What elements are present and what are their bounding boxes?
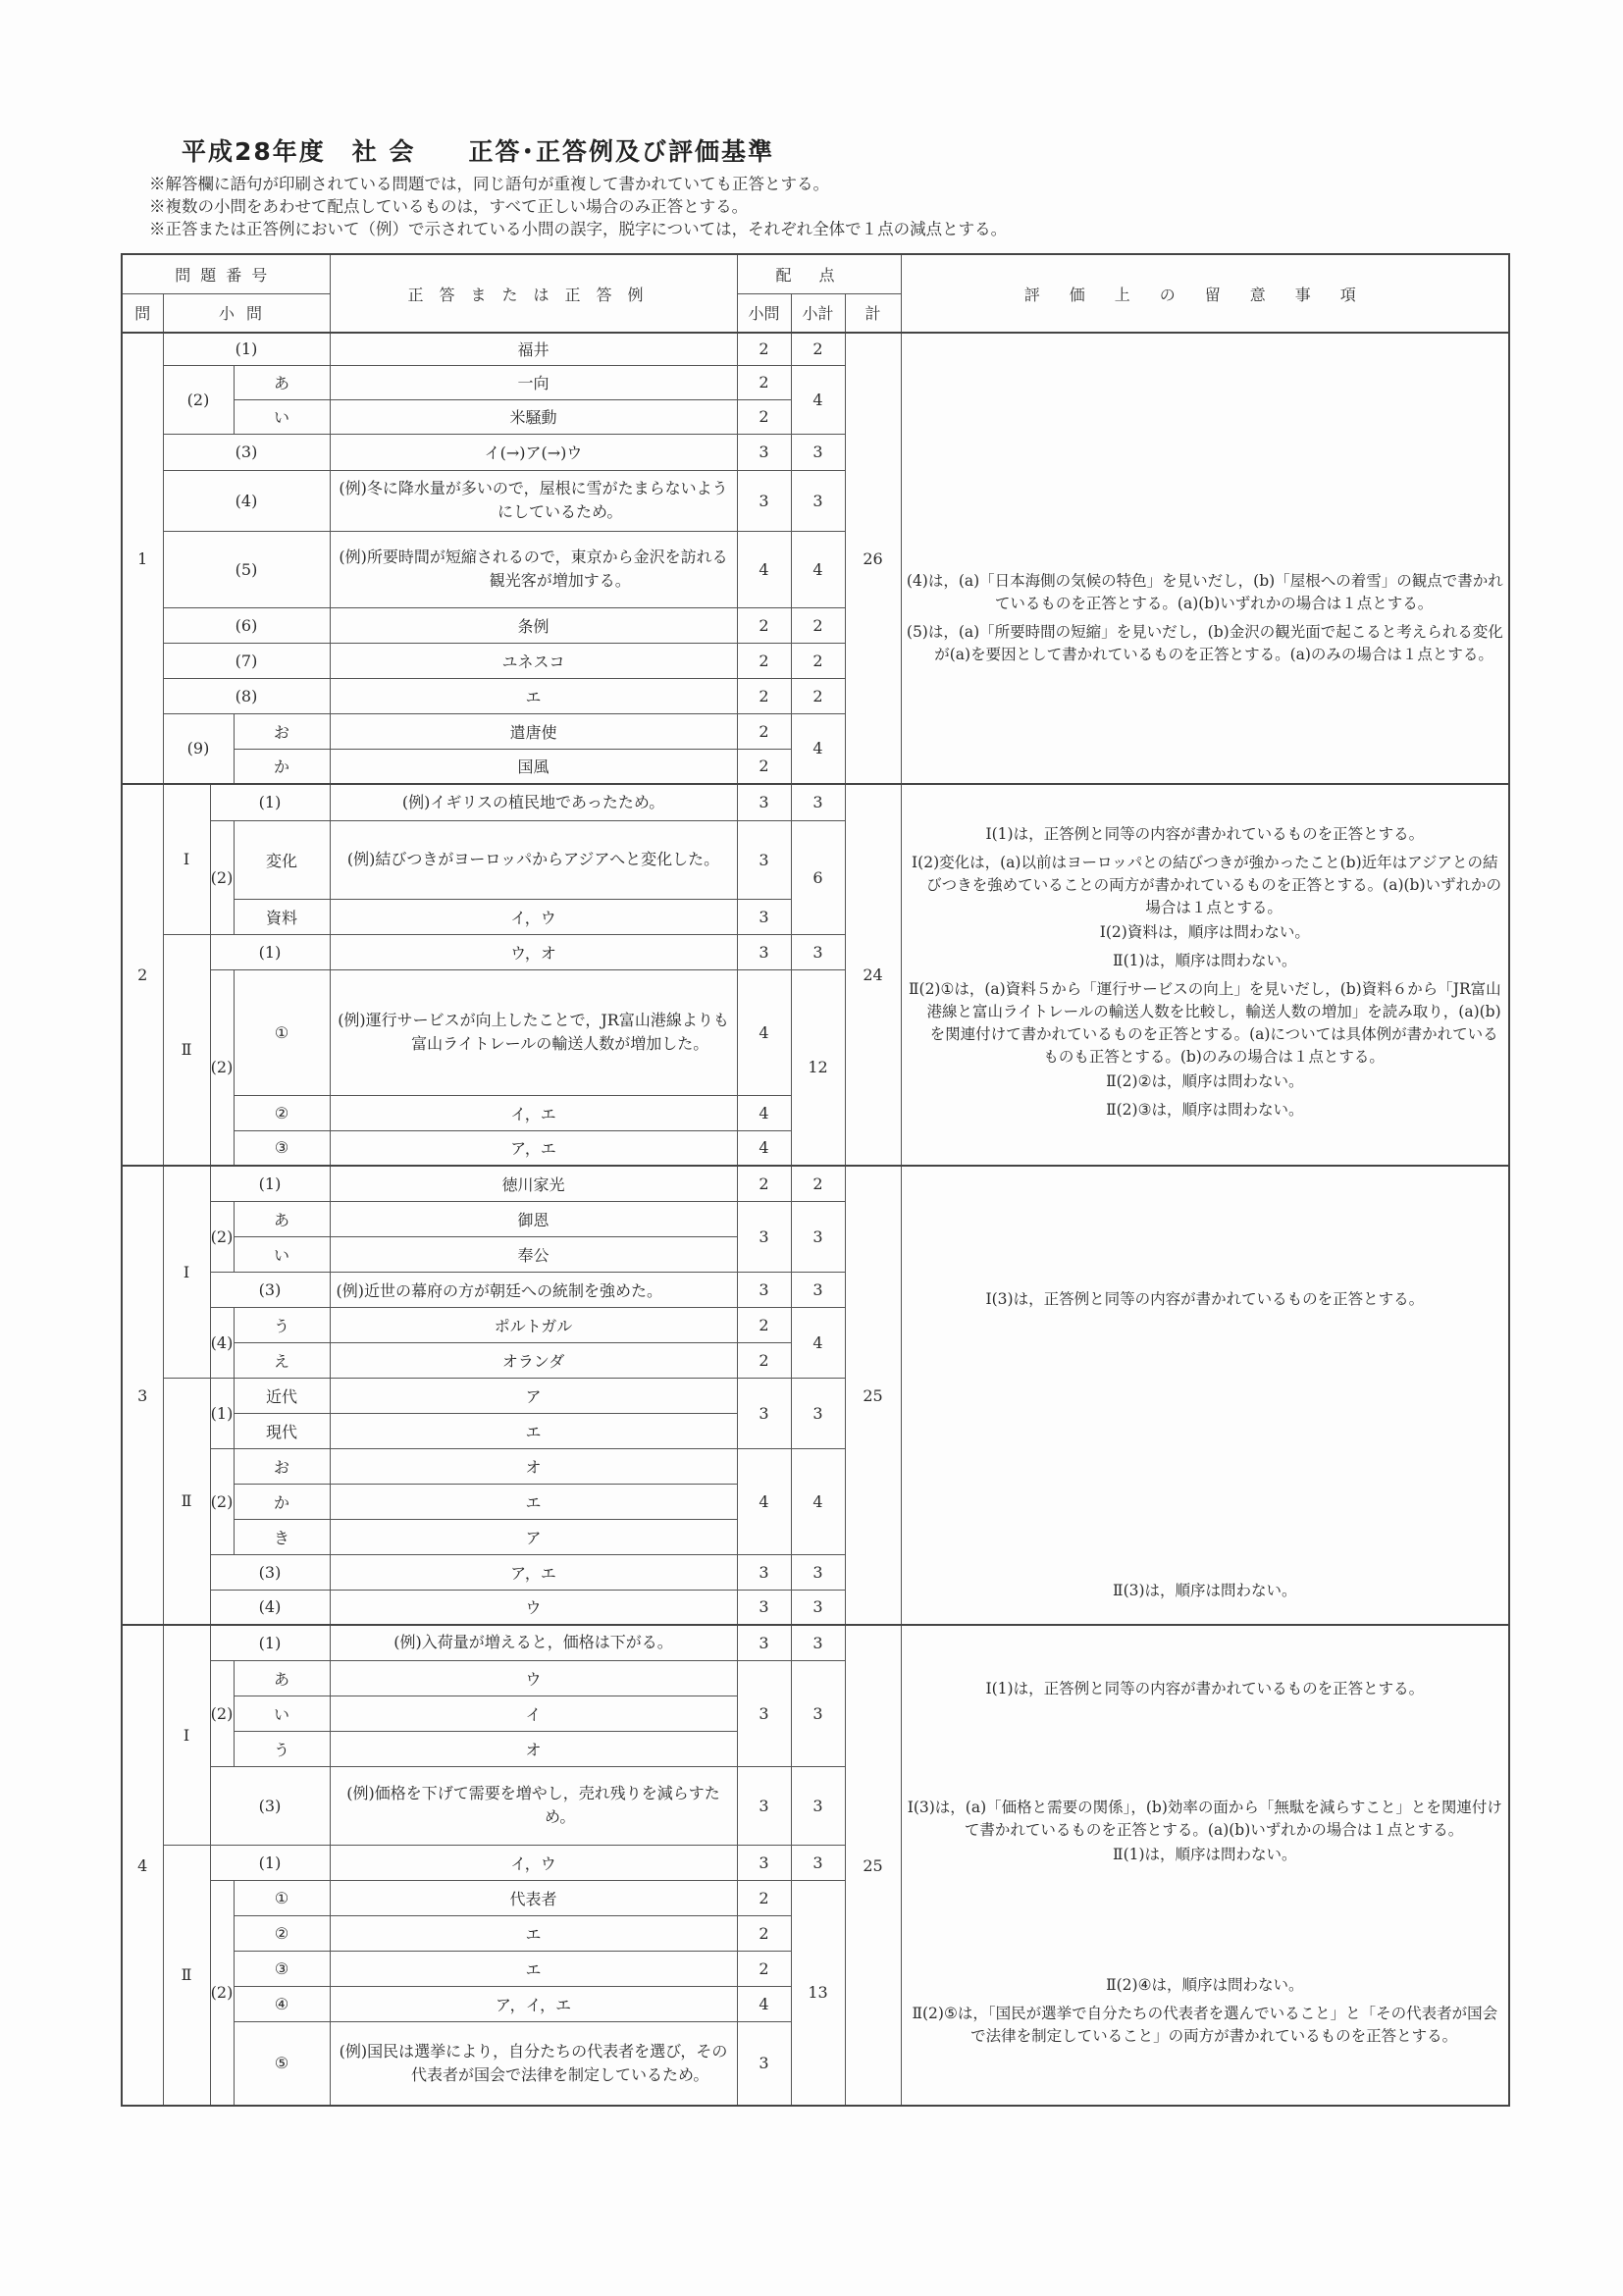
answer: (例)国民は選挙により，自分たちの代表者を選び，その代表者が国会で法律を制定しているため。: [330, 2021, 737, 2106]
answer: 徳川家光: [330, 1166, 737, 1201]
points: 2: [737, 749, 791, 784]
subtotal: 3: [791, 1378, 845, 1448]
sub-question-2: あ: [234, 1660, 330, 1696]
subtotal: 4: [791, 713, 845, 784]
part-number: Ⅰ: [163, 1625, 210, 1845]
subtotal: 3: [791, 1845, 845, 1880]
points: 2: [737, 678, 791, 713]
remark: Ⅱ(2)③は，順序は問わない。: [1106, 1100, 1304, 1119]
points: 2: [737, 1342, 791, 1378]
answer: イ，エ: [330, 1095, 737, 1130]
subtotal: 4: [791, 531, 845, 607]
sub-question-2: ①: [234, 1880, 330, 1915]
remarks: [901, 784, 1509, 1166]
answer: ア，エ: [330, 1554, 737, 1590]
note-line: ※正答または正答例において（例）で示されている小問の誤字，脱字については，それぞれ全体で１点の減点とする。: [149, 220, 1008, 238]
points: 4: [737, 1095, 791, 1130]
header-pts-total: 計: [845, 293, 901, 333]
subtotal: 6: [791, 820, 845, 934]
sub-question: (2): [210, 820, 234, 934]
answer: ア，イ，エ: [330, 1986, 737, 2021]
points: 2: [737, 713, 791, 749]
answer: (例)入荷量が増えると，価格は下がる。: [330, 1625, 737, 1660]
subtotal: 3: [791, 434, 845, 470]
remark: Ⅱ(3)は，順序は問わない。: [1113, 1582, 1297, 1599]
sub-question-2: あ: [234, 1201, 330, 1236]
points: 3: [737, 784, 791, 820]
remark: Ⅱ(1)は，順序は問わない。: [1113, 951, 1297, 969]
answer: ア: [330, 1519, 737, 1554]
subtotal: 3: [791, 1625, 845, 1660]
remark: Ⅰ(1)は，正答例と同等の内容が書かれているものを正答とする。: [985, 1679, 1425, 1697]
answer: オランダ: [330, 1342, 737, 1378]
subtotal: 3: [791, 784, 845, 820]
sub-question-2: ⑤: [234, 2021, 330, 2106]
sub-question-2: い: [234, 399, 330, 434]
sub-question: (3): [210, 1272, 330, 1307]
sub-question: (3): [210, 1554, 330, 1590]
sub-question: (1): [210, 1625, 330, 1660]
sub-question-2: か: [234, 1484, 330, 1519]
points: 3: [737, 1272, 791, 1307]
subtotal: 3: [791, 1590, 845, 1625]
sub-question-2: ②: [234, 1915, 330, 1951]
subtotal: 2: [791, 1166, 845, 1201]
remark: Ⅱ(1)は，順序は問わない。: [1113, 1845, 1297, 1863]
answer: 国風: [330, 749, 737, 784]
sub-question-2: お: [234, 713, 330, 749]
points: 3: [737, 1660, 791, 1766]
sub-question: (3): [163, 434, 330, 470]
points: 2: [737, 607, 791, 643]
answer: (例)イギリスの植民地であったため。: [330, 784, 737, 820]
answer: 代表者: [330, 1880, 737, 1915]
section-total: 25: [845, 1166, 901, 1625]
subtotal: 12: [791, 969, 845, 1166]
answer: エ: [330, 1484, 737, 1519]
header-remarks: 評価上の留意事項: [901, 254, 1509, 333]
part-number: Ⅱ: [163, 934, 210, 1166]
sub-question: (5): [163, 531, 330, 607]
sub-question-2: き: [234, 1519, 330, 1554]
header-question-number: 問題番号: [122, 254, 330, 293]
points: 4: [737, 1130, 791, 1166]
remark: Ⅰ(1)は，正答例と同等の内容が書かれているものを正答とする。: [985, 824, 1425, 843]
question-number: 1: [122, 333, 163, 784]
answer: イ(→)ア(→)ウ: [330, 434, 737, 470]
question-number: 4: [122, 1625, 163, 2106]
sub-question: (4): [163, 470, 330, 531]
answer: エ: [330, 1951, 737, 1986]
page-title: 平成28年度 社 会 正答･正答例及び評価基準: [182, 137, 774, 166]
remarks: [901, 333, 1509, 784]
table-row: [122, 333, 1509, 365]
sub-question-2: 資料: [234, 899, 330, 934]
remark: Ⅰ(2)変化は，(a)以前はヨーロッパとの結びつきが強かったこと(b)近年はアジアとの結びつきを強めていることの両方が書かれているものを正答とする。(a)(b)いずれかの場合は１点とする。: [912, 853, 1502, 916]
remark: (4)は，(a)「日本海側の気候の特色」を見いだし，(b)「屋根への着雪」の観点で書かれているものを正答とする。(a)(b)いずれかの場合は１点とする。: [906, 572, 1503, 612]
answer: (例)結びつきがヨーロッパからアジアへと変化した。: [330, 820, 737, 899]
subtotal: 4: [791, 1307, 845, 1378]
subtotal: 2: [791, 643, 845, 678]
remark: Ⅰ(3)は，正答例と同等の内容が書かれているものを正答とする。: [985, 1290, 1425, 1308]
sub-question-2: え: [234, 1342, 330, 1378]
points: 4: [737, 1986, 791, 2021]
header-points: 配点: [737, 254, 901, 293]
points: 3: [737, 899, 791, 934]
subtotal: 3: [791, 1272, 845, 1307]
answer: エ: [330, 678, 737, 713]
section-total: 26: [845, 333, 901, 784]
sub-question: (2): [210, 969, 234, 1166]
answer: (例)所要時間が短縮されるので，東京から金沢を訪れる観光客が増加する。: [330, 531, 737, 607]
answer: ウ: [330, 1660, 737, 1696]
section-total: 24: [845, 784, 901, 1166]
remark: Ⅰ(2)資料は，順序は問わない。: [1099, 922, 1310, 941]
table-row: [122, 784, 1509, 820]
answer: イ，ウ: [330, 899, 737, 934]
sub-question-2: い: [234, 1236, 330, 1272]
sub-question: (2): [210, 1448, 234, 1554]
remark: (5)は，(a)「所要時間の短縮」を見いだし，(b)金沢の観光面で起こると考えられる変化が(a)を要因として書かれているものを正答とする。(a)のみの場合は１点とする。: [906, 623, 1503, 663]
part-number: Ⅰ: [163, 1166, 210, 1378]
sub-question-2: ③: [234, 1951, 330, 1986]
remark: Ⅱ(2)⑤は，「国民が選挙で自分たちの代表者を選んでいること」と「その代表者が国会で法律を制定していること」の両方が書かれているものを正答とする。: [912, 2004, 1498, 2045]
sub-question: (2): [210, 1880, 234, 2106]
answer: ユネスコ: [330, 643, 737, 678]
answer: 一向: [330, 365, 737, 399]
points: 2: [737, 1915, 791, 1951]
points: 2: [737, 1951, 791, 1986]
sub-question: (1): [210, 1845, 330, 1880]
part-number: Ⅰ: [163, 784, 210, 934]
note-line: ※解答欄に語句が印刷されている問題では，同じ語句が重複して書かれていても正答とする。: [149, 175, 829, 193]
sub-question: (3): [210, 1766, 330, 1845]
points: 2: [737, 1307, 791, 1342]
points: 3: [737, 1201, 791, 1272]
subtotal: 3: [791, 934, 845, 969]
sub-question: (1): [210, 784, 330, 820]
answer: 条例: [330, 607, 737, 643]
sub-question-2: か: [234, 749, 330, 784]
sub-question: (2): [210, 1660, 234, 1766]
points: 3: [737, 434, 791, 470]
answer: エ: [330, 1915, 737, 1951]
subtotal: 2: [791, 678, 845, 713]
subtotal: 3: [791, 1554, 845, 1590]
subtotal: 3: [791, 470, 845, 531]
header-q: 問: [122, 293, 163, 333]
sub-question: (1): [163, 333, 330, 365]
points: 2: [737, 399, 791, 434]
remark: Ⅱ(2)①は，(a)資料５から「運行サービスの向上」を見いだし，(b)資料６から「JR富山港線と富山ライトレールの輸送人数を比較し，輸送人数の増加」を読み取り，(a)(b)を関連付けて書かれているものを正答とする。(a)については具体例が書かれているものも正答とする。(b)のみの場合は１点とする。: [908, 979, 1501, 1066]
points: 3: [737, 1766, 791, 1845]
subtotal: 3: [791, 1201, 845, 1272]
sub-question: (6): [163, 607, 330, 643]
subtotal: 3: [791, 1766, 845, 1845]
section-total: 25: [845, 1625, 901, 2106]
sub-question-2: う: [234, 1731, 330, 1766]
sub-question-2: 変化: [234, 820, 330, 899]
points: 4: [737, 1448, 791, 1554]
sub-question-2: ③: [234, 1130, 330, 1166]
answer: 米騒動: [330, 399, 737, 434]
sub-question-2: 現代: [234, 1413, 330, 1448]
sub-question: (1): [210, 1378, 234, 1448]
sub-question-2: ②: [234, 1095, 330, 1130]
answer: オ: [330, 1448, 737, 1484]
subtotal: 2: [791, 333, 845, 365]
sub-question: (4): [210, 1590, 330, 1625]
sub-question: (8): [163, 678, 330, 713]
answer: ウ，オ: [330, 934, 737, 969]
subtotal: 4: [791, 365, 845, 434]
points: 3: [737, 1378, 791, 1448]
sub-question: (1): [210, 1166, 330, 1201]
answer: 遣唐使: [330, 713, 737, 749]
sub-question: (4): [210, 1307, 234, 1378]
sub-question: (1): [210, 934, 330, 969]
table-row: [122, 1166, 1509, 1201]
sub-question-2: い: [234, 1696, 330, 1731]
answer: (例)近世の幕府の方が朝廷への統制を強めた。: [330, 1272, 737, 1307]
answer: 福井: [330, 333, 737, 365]
sub-question-2: ④: [234, 1986, 330, 2021]
points: 2: [737, 1166, 791, 1201]
part-number: Ⅱ: [163, 1845, 210, 2106]
part-number: Ⅱ: [163, 1378, 210, 1625]
subtotal: 3: [791, 1660, 845, 1766]
remark: Ⅱ(2)②は，順序は問わない。: [1106, 1071, 1304, 1090]
remark: Ⅰ(3)は，(a)「価格と需要の関係」，(b)効率の面から「無駄を減らすこと」とを関連付けて書かれているものを正答とする。(a)(b)いずれかの場合は１点とする。: [907, 1798, 1502, 1839]
subtotal: 13: [791, 1880, 845, 2106]
points: 3: [737, 934, 791, 969]
sub-question-2: ①: [234, 969, 330, 1095]
answer: イ: [330, 1696, 737, 1731]
sub-question: (7): [163, 643, 330, 678]
points: 3: [737, 1590, 791, 1625]
sub-question-2: お: [234, 1448, 330, 1484]
points: 3: [737, 1625, 791, 1660]
points: 3: [737, 1554, 791, 1590]
sub-question-2: あ: [234, 365, 330, 399]
answer: 奉公: [330, 1236, 737, 1272]
sub-question: (9): [163, 713, 234, 784]
answer: イ，ウ: [330, 1845, 737, 1880]
points: 3: [737, 2021, 791, 2106]
points: 2: [737, 333, 791, 365]
points: 3: [737, 820, 791, 899]
subtotal: 2: [791, 607, 845, 643]
header-pts-subtotal: 小計: [791, 293, 845, 333]
remarks: [901, 1625, 1509, 2106]
answer: オ: [330, 1731, 737, 1766]
question-number: 2: [122, 784, 163, 1166]
answer: ウ: [330, 1590, 737, 1625]
answer: ア: [330, 1378, 737, 1413]
points: 3: [737, 1845, 791, 1880]
sub-question-2: う: [234, 1307, 330, 1342]
question-number: 3: [122, 1166, 163, 1625]
points: 2: [737, 1880, 791, 1915]
points: 2: [737, 365, 791, 399]
subtotal: 4: [791, 1448, 845, 1554]
sub-question: (2): [163, 365, 234, 434]
points: 2: [737, 643, 791, 678]
header-sub-q: 小問: [163, 293, 330, 333]
answer: ポルトガル: [330, 1307, 737, 1342]
answer: エ: [330, 1413, 737, 1448]
sub-question: (2): [210, 1201, 234, 1272]
answer: (例)冬に降水量が多いので，屋根に雪がたまらないようにしているため。: [330, 470, 737, 531]
remark: Ⅱ(2)④は，順序は問わない。: [1106, 1975, 1304, 1994]
answer: (例)価格を下げて需要を増やし，売れ残りを減らすため。: [330, 1766, 737, 1845]
note-line: ※複数の小問をあわせて配点しているものは，すべて正しい場合のみ正答とする。: [149, 197, 749, 216]
points: 4: [737, 969, 791, 1095]
answer: (例)運行サービスが向上したことで，JR富山港線よりも富山ライトレールの輸送人数が増加した。: [330, 969, 737, 1095]
header-pts-sub: 小問: [737, 293, 791, 333]
answer: ア，エ: [330, 1130, 737, 1166]
points: 3: [737, 470, 791, 531]
sub-question-2: 近代: [234, 1378, 330, 1413]
answer: 御恩: [330, 1201, 737, 1236]
answer-table: [121, 253, 1510, 2107]
header-answer: 正答または正答例: [330, 254, 737, 333]
points: 4: [737, 531, 791, 607]
general-notes: [149, 173, 1007, 240]
table-row: [122, 1625, 1509, 1660]
remarks: [901, 1166, 1509, 1625]
